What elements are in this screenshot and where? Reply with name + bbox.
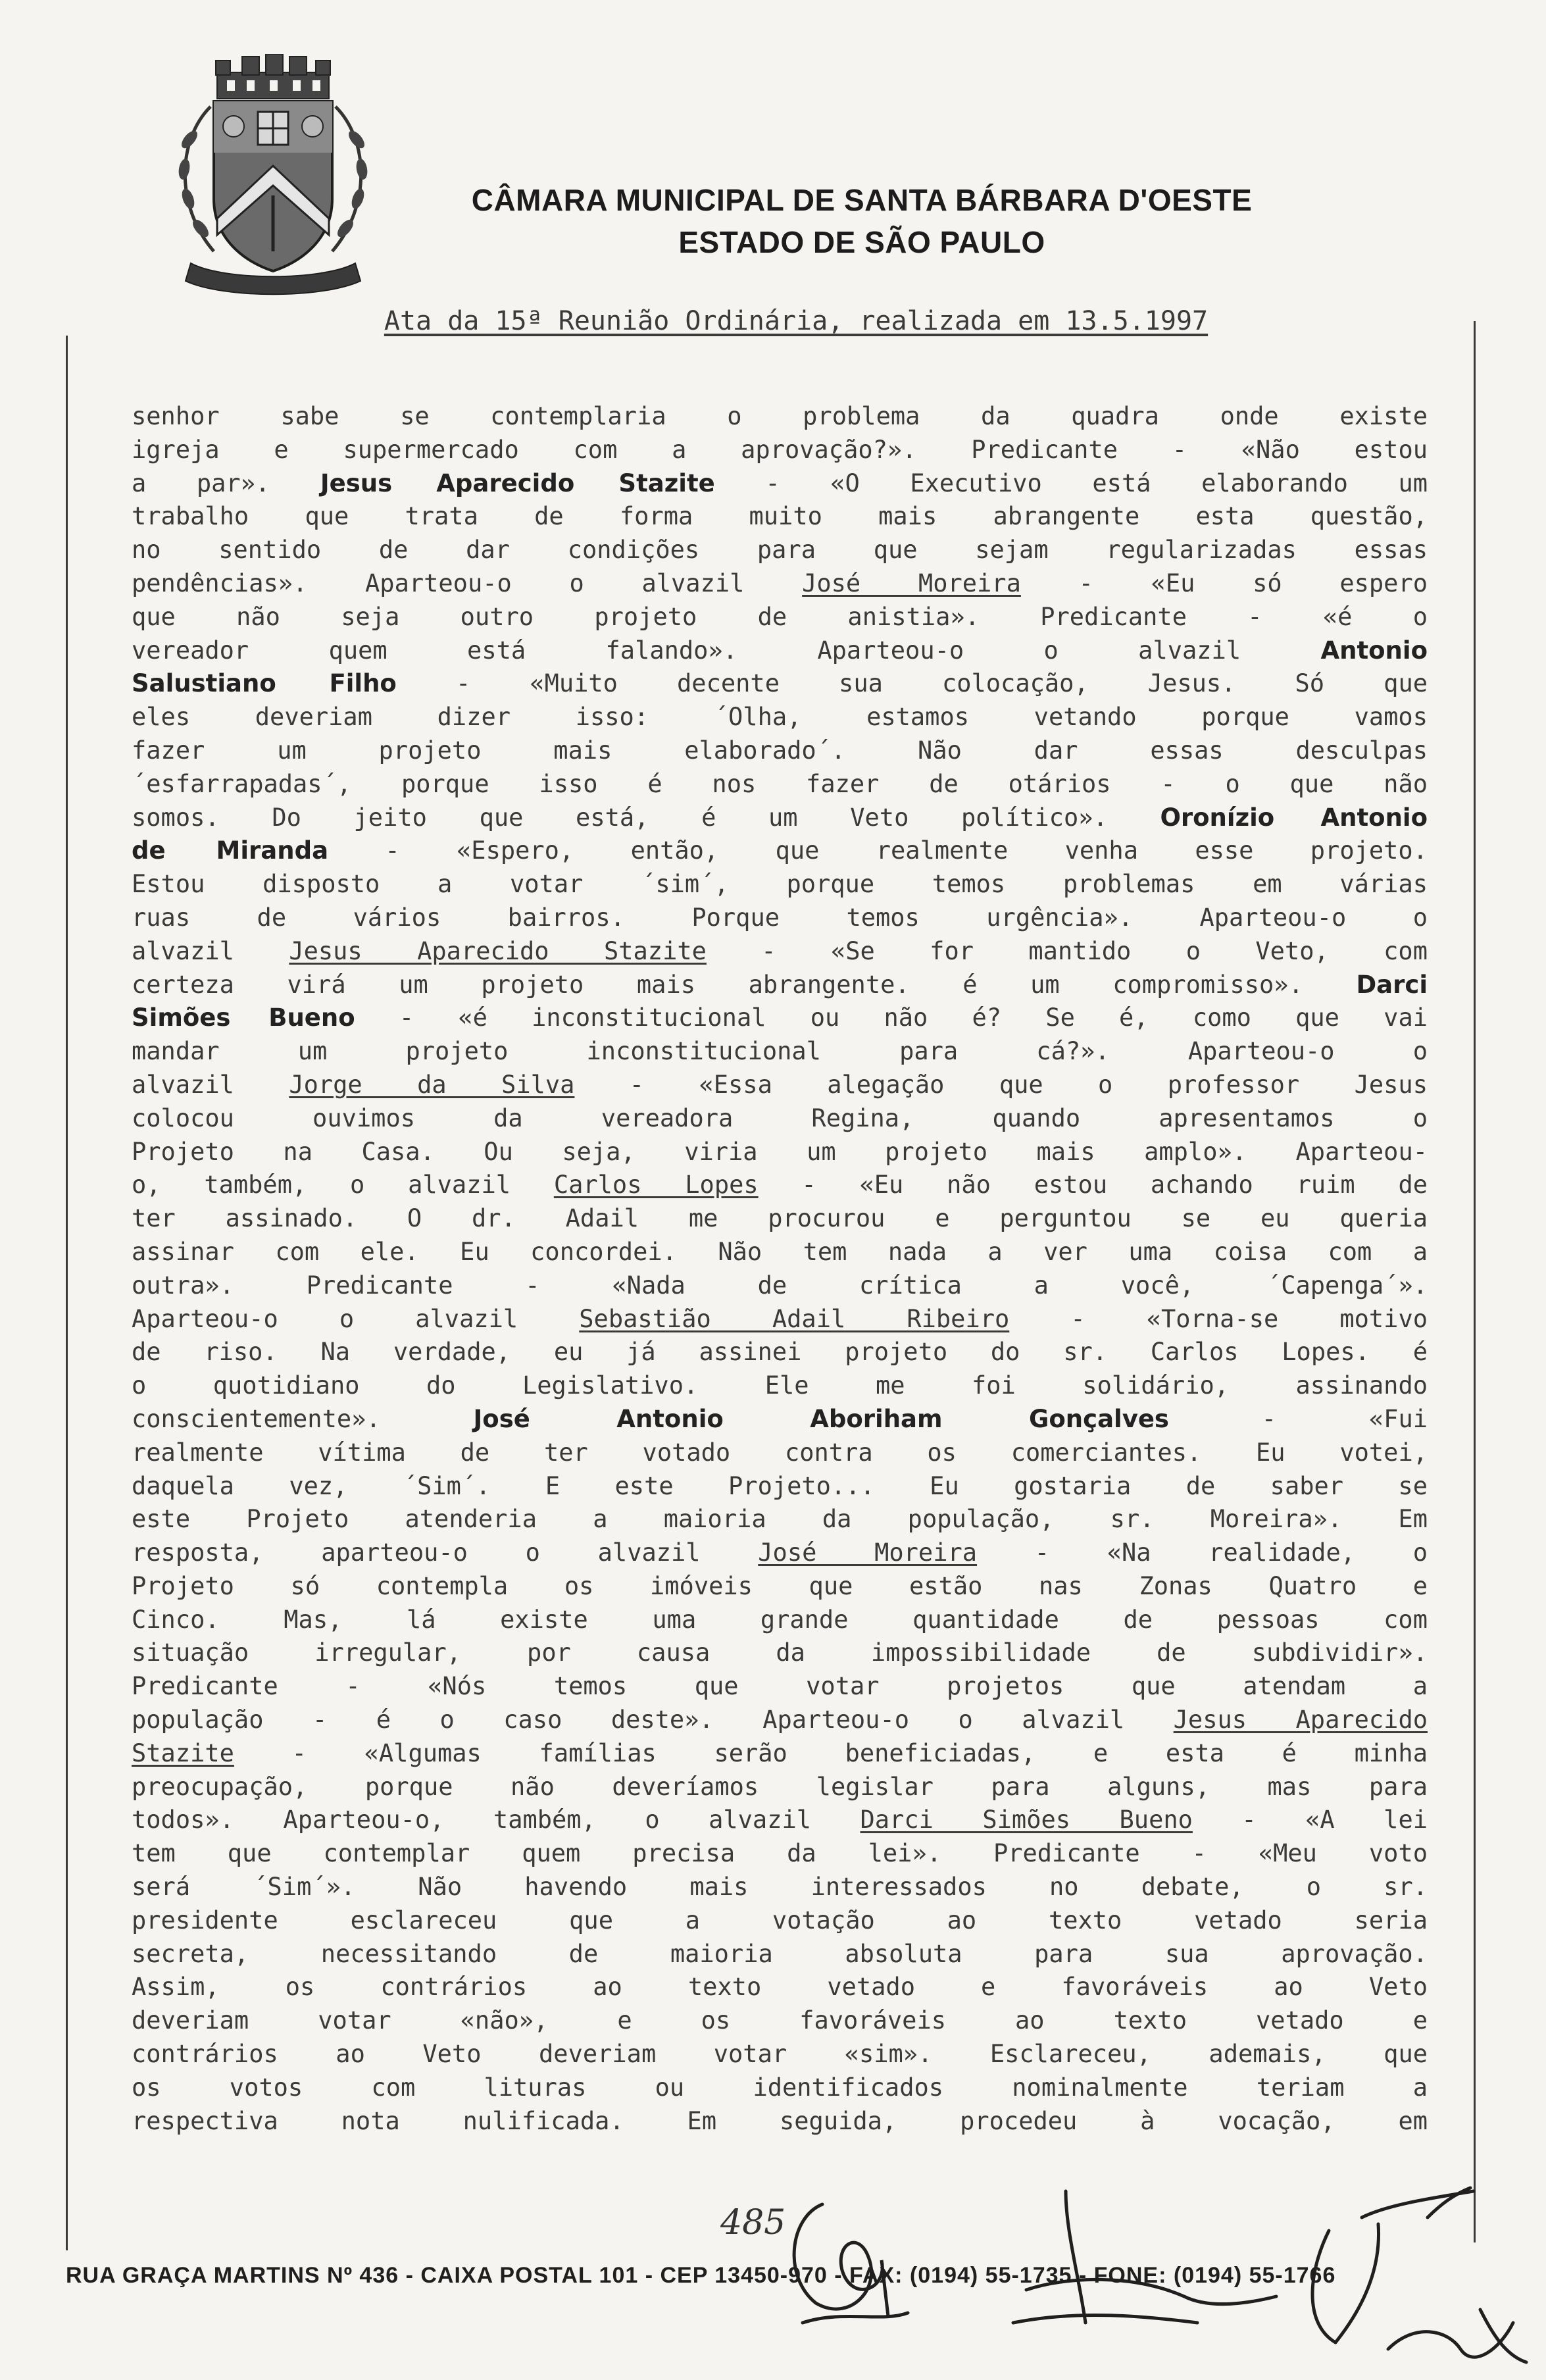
text-line [132,1436,1428,1470]
text-segment: Projeto só contempla os imóveis que estão nas Zonas Quatro e [132,1571,1428,1600]
text-line [132,1236,1428,1269]
text-line [132,2038,1428,2071]
text-segment: - «Algumas famílias serão beneficiadas, e esta é minha [234,1738,1428,1767]
text-segment: - «Eu não estou achando ruim de [758,1171,1428,1200]
text-line [132,734,1428,768]
text-line [132,1503,1428,1536]
left-border-line [66,336,68,2250]
text-line [132,434,1428,467]
text-line [132,1136,1428,1169]
text-line [132,801,1428,835]
text-line [132,567,1428,601]
underlined-name: José Moreira [758,1538,978,1567]
text-segment: - «A lei [1192,1806,1428,1835]
underlined-name: Jesus Aparecido [1173,1706,1428,1734]
underlined-name: Jorge da Silva [289,1070,575,1099]
text-segment: todos». Aparteou-o, também, o alvazil [132,1806,860,1835]
speaker-name: Jesus Aparecido Stazite [320,468,715,497]
text-segment: tem que contemplar quem precisa da lei». Predicante - «Meu voto [132,1839,1428,1868]
handwritten-signatures-icon [671,2125,1546,2380]
text-segment: população - é o caso deste». Aparteou-o o alvazil [132,1706,1174,1734]
text-segment: ´esfarrapadas´, porque isso é nos fazer de otários - o que não [132,769,1428,798]
text-line [132,601,1428,634]
text-line [132,500,1428,534]
municipal-coat-of-arms-icon [164,54,382,304]
text-line [132,1069,1428,1102]
text-segment: resposta, aparteou-o o alvazil [132,1538,759,1567]
text-segment: este Projeto atenderia a maioria da população, sr. Moreira». Em [132,1505,1428,1534]
text-segment: certeza virá um projeto mais abrangente. é um compromisso». [132,970,1357,999]
text-segment: - «O Executivo está elaborando um [714,468,1428,497]
text-segment: fazer um projeto mais elaborado´. Não dar essas desculpas [132,736,1428,765]
text-line [132,868,1428,901]
text-line [132,1102,1428,1136]
text-segment: Cinco. Mas, lá existe uma grande quantidade de pessoas com [132,1605,1428,1634]
text-segment: Projeto na Casa. Ou seja, viria um projeto mais amplo». Aparteou- [132,1137,1428,1166]
text-segment: daquela vez, ´Sim´. E este Projeto... Eu gostaria de saber se [132,1471,1428,1500]
text-segment: senhor sabe se contemplaria o problema da quadra onde existe [132,402,1428,430]
underlined-name: Stazite [132,1738,234,1767]
text-segment: o, também, o alvazil [132,1171,554,1200]
text-segment: pendências». Aparteou-o o alvazil [132,569,803,597]
session-title: Ata da 15ª Reunião Ordinária, realizada em 13.5.1997 [384,306,1209,336]
text-segment: de riso. Na verdade, eu já assinei projeto do sr. Carlos Lopes. é [132,1338,1428,1367]
text-line [132,1403,1428,1436]
text-line [132,1670,1428,1704]
text-segment: presidente esclareceu que a votação ao texto vetado seria [132,1906,1428,1935]
text-segment: assinar com ele. Eu concordei. Não tem nada a ver uma coisa com a [132,1237,1428,1266]
text-line [132,1202,1428,1236]
text-segment: secreta, necessitando de maioria absoluta para sua aprovação. [132,1939,1428,1968]
minutes-body-text [132,400,1428,2138]
speaker-name: Darci [1356,970,1428,999]
text-segment: Aparteou-o o alvazil [132,1304,580,1333]
text-segment: que não seja outro projeto de anistia». Predicante - «é o [132,602,1428,631]
text-segment: o quotidiano do Legislativo. Ele me foi solidário, assinando [132,1371,1428,1400]
underlined-name: Darci Simões Bueno [860,1806,1193,1835]
text-line [132,534,1428,567]
text-line [132,1938,1428,1971]
text-segment: - «Torna-se motivo [1009,1304,1428,1333]
institution-header [368,179,1355,263]
text-segment: igreja e supermercado com a aprovação?». Predicante - «Não estou [132,435,1428,464]
text-segment: - «Na realidade, o [977,1538,1428,1567]
text-segment: a par». [132,468,320,497]
text-segment: deveriam votar «não», e os favoráveis ao texto vetado e [132,2006,1428,2035]
text-segment: contrários ao Veto deveriam votar «sim». Esclareceu, ademais, que [132,2040,1428,2069]
text-line [132,1636,1428,1670]
text-segment: Predicante - «Nós temos que votar projetos que atendam a [132,1672,1428,1701]
underlined-name: Jesus Aparecido Stazite [289,936,707,965]
text-segment: vereador quem está falando». Aparteou-o o alvazil [132,636,1321,665]
footer-address: RUA GRAÇA MARTINS Nº 436 - CAIXA POSTAL 101 - CEP 13450-970 - FAX: (0194) 55-1735 - FONE: (0194) 55-1766 [66,2263,1336,2288]
text-segment: - «Essa alegação que o professor Jesus [574,1070,1428,1099]
text-segment: os votos com lituras ou identificados nominalmente teriam a [132,2073,1428,2102]
speaker-name: de Miranda [132,836,329,865]
text-segment: - «Muito decente sua colocação, Jesus. Só que [396,669,1428,698]
text-line [132,1837,1428,1871]
speaker-name: Salustiano Filho [132,669,397,698]
text-line [132,768,1428,801]
text-segment: - «é inconstitucional ou não é? Se é, como que vai [355,1003,1428,1032]
text-line [132,1269,1428,1303]
institution-name: CÂMARA MUNICIPAL DE SANTA BÁRBARA D'OESTE [471,183,1253,217]
text-line [132,667,1428,701]
text-segment: - «Fui [1168,1404,1428,1433]
speaker-name: Simões Bueno [132,1003,355,1032]
text-line [132,1604,1428,1637]
text-line [132,1369,1428,1403]
text-segment: - «Se for mantido o Veto, com [706,936,1428,965]
text-line [132,701,1428,734]
text-segment: Estou disposto a votar ´sim´, porque temos problemas em várias [132,870,1428,899]
text-segment: trabalho que trata de forma muito mais abrangente esta questão, [132,502,1428,531]
right-border-line [1474,321,1476,2242]
text-line [132,1536,1428,1570]
text-segment: realmente vítima de ter votado contra os comerciantes. Eu votei, [132,1438,1428,1467]
text-segment: mandar um projeto inconstitucional para cá?». Aparteou-o o [132,1037,1428,1066]
text-segment: eles deveriam dizer isso: ´Olha, estamos vetando porque vamos [132,703,1428,732]
underlined-name: Carlos Lopes [553,1171,759,1200]
text-segment: somos. Do jeito que está, é um Veto político». [132,803,1160,832]
text-line [132,1336,1428,1369]
speaker-name: Oronízio Antonio [1160,803,1428,832]
text-line [132,901,1428,935]
speaker-name: Antonio [1320,636,1428,665]
text-segment: ruas de vários bairros. Porque temos urgência». Aparteou-o o [132,903,1428,932]
text-line [132,1169,1428,1202]
text-line [132,1303,1428,1336]
text-line [132,1771,1428,1804]
state-name: ESTADO DE SÃO PAULO [678,225,1045,259]
text-line [132,1035,1428,1069]
text-line [132,1971,1428,2004]
text-line [132,1904,1428,1938]
text-line [132,1570,1428,1604]
text-line [132,634,1428,668]
text-line [132,1804,1428,1837]
text-line [132,467,1428,501]
underlined-name: José Moreira [802,569,1021,597]
text-line [132,1737,1428,1771]
text-segment: situação irregular, por causa da impossibilidade de subdividir». [132,1638,1428,1667]
text-segment: conscientemente». [132,1404,474,1433]
text-line [132,834,1428,868]
speaker-name: José Antonio Aboriham Gonçalves [473,1404,1169,1433]
text-segment: preocupação, porque não deveríamos legislar para alguns, mas para [132,1772,1428,1801]
text-line [132,1871,1428,1904]
text-line [132,935,1428,969]
text-segment: será ´Sim´». Não havendo mais interessados no debate, o sr. [132,1873,1428,1902]
text-segment: colocou ouvimos da vereadora Regina, quando apresentamos o [132,1103,1428,1132]
text-segment: alvazil [132,1070,289,1099]
text-segment: outra». Predicante - «Nada de crítica a você, ´Capenga´». [132,1271,1428,1300]
text-segment: respectiva nota nulificada. Em seguida, procedeu à vocação, em [132,2106,1428,2135]
text-line [132,2071,1428,2105]
text-line [132,1470,1428,1504]
text-segment: alvazil [132,936,289,965]
text-line [132,1704,1428,1737]
text-line [132,400,1428,434]
text-segment: no sentido de dar condições para que sejam regularizadas essas [132,536,1428,565]
text-segment: Assim, os contrários ao texto vetado e favoráveis ao Veto [132,1973,1428,2002]
text-segment: - «Espero, então, que realmente venha esse projeto. [328,836,1428,865]
text-line [132,969,1428,1002]
text-line [132,1001,1428,1035]
page-number: 485 [720,2203,786,2242]
text-segment: - «Eu só espero [1020,569,1428,597]
text-segment: ter assinado. O dr. Adail me procurou e perguntou se eu queria [132,1204,1428,1233]
underlined-name: Sebastião Adail Ribeiro [579,1304,1010,1333]
text-line [132,2004,1428,2038]
